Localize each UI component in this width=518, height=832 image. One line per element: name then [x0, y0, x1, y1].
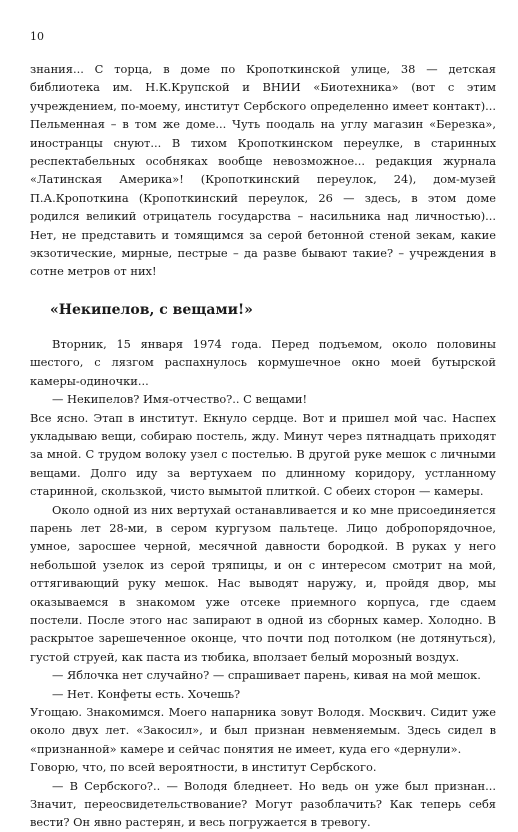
paragraph: — В Сербского?.. — Володя бледнеет. Но ведь он уже был признан... Значит, переосвидетельствование? Могут разоблачить? Как теперь себя вести? Он явно растерян, и весь погружается в тревогу. — [30, 778, 496, 830]
paragraph: — Яблочка нет случайно? — спрашивает парень, кивая на мой мешок. — [52, 668, 481, 683]
intro-paragraph: знания... С торца, в доме по Кропоткинской улице, 38 — детская библиотека им. Н.К.Крупской и ВНИИ «Биотехника» (вот с этим учреждением, по-моему, институт Сербского определенно имеет контакт)... Пельменная – в том же доме... Чуть поодаль на углу магазин «Березка», иностранцы снуют... В тихом Кропоткинском переулке, в старинных респектабельных особняках вообще невозможное... редакция журнала «Латинская Америка»! (Кропоткинский переулок, 24), дом-музей П.А.Кропоткина (Кропоткинский переулок, 26 — здесь, в этом доме родился великий отрицатель государства – насильника над личностью)... Нет, не представить и томящимся за серой бетонной стеной зекам, какие экзотические, мирные, пестрые – да разве бывают такие? – учреждения в сотне метров от них! — [30, 62, 496, 279]
paragraph: Около одной из них вертухай останавливается и ко мне присоединяется парень лет 28-ми, в сером кургузом пальтеце. Лицо добропорядочное, умное, заросшее черной, месячной давности бородкой. В руках у него небольшой узелок из серой тряпицы, и он с интересом смотрит на мой, оттягивающий руку мешок. Нас выводят наружу, и, пройдя двор, мы оказываемся в знакомом уже отсеке приемного корпуса, где сдаем постели. После этого нас запирают в одной из сборных камер. Холодно. В раскрытое зарешеченное оконце, что почти под потолком (не дотянуться), густой струей, как паста из тюбика, вползает белый морозный воздух. — [30, 502, 496, 664]
page-number: 10 — [30, 30, 44, 43]
paragraph: Все ясно. Этап в институт. Екнуло сердце. Вот и пришел мой час. Наспех укладываю вещи, собираю постель, жду. Минут через пятнадцать приходят за мной. С трудом волоку узел с постелью. В другой руке мешок с личными вещами. Долго иду за вертухаем по длинному коридору, устланному старинной, скользкой, чисто вымытой плиткой. С обеих сторон — камеры. — [30, 410, 496, 499]
paragraph: — Нет. Конфеты есть. Хочешь? — [52, 686, 241, 701]
paragraph: Говорю, что, по всей вероятности, в институт Сербского. — [30, 760, 377, 775]
paragraph: Вторник, 15 января 1974 года. Перед подъемом, около половины шестого, с лязгом распахнулось кормушечное окно моей бутырской камеры-одиночки... — [30, 336, 496, 388]
section-heading: «Некипелов, с вещами!» — [50, 301, 253, 318]
page-content — [30, 60, 496, 832]
paragraph: — Некипелов? Имя-отчество?.. С вещами! — [52, 392, 308, 407]
paragraph: Угощаю. Знакомимся. Моего напарника зовут Володя. Москвич. Сидит уже около двух лет. «Закосил», и был признан невменяемым. Здесь сидел в «признанной» камере и сейчас понятия не имеет, куда его «дернули». — [30, 705, 496, 756]
